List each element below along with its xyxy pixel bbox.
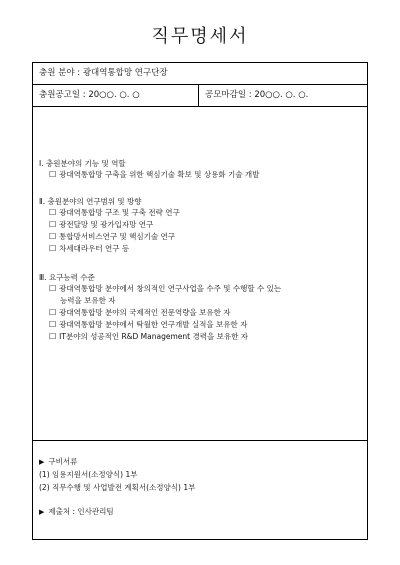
section3-item: ☐ IT분야의 성공적인 R&D Management 경력을 보유한 자: [49, 332, 248, 342]
page-title: 직무명세서: [151, 26, 249, 47]
announce-date-cell: [33, 85, 199, 106]
submit-to: 제출처 : 인사관리팀: [48, 507, 114, 516]
section2-item: ☐ 광전달망 및 광가입자망 연구: [49, 220, 153, 230]
announce-date: 충원공고일 : 20○○. ○. ○: [39, 90, 140, 100]
submit-row: [39, 507, 114, 517]
section3-item: ☐ 광대역통합망 분야의 국제적인 전문역량을 보유한 자: [49, 308, 230, 318]
field-text: 충원 분야 : 광대역통합망 연구단장: [39, 68, 168, 78]
job-spec-frame: [32, 62, 368, 540]
section1-heading: Ⅰ. 충원분야의 기능 및 역할: [39, 159, 126, 168]
job-description-body: [33, 107, 367, 441]
triangle-right-icon: ▶: [39, 508, 45, 516]
section3-heading: Ⅲ. 요구능력 수준: [39, 273, 95, 282]
document-item: (1) 임용지원서(소정양식) 1부: [39, 470, 138, 479]
section1-item: ☐ 광대역통합망 구축을 위한 핵심기술 확보 및 상용화 기술 개발: [49, 170, 259, 180]
deadline-date-cell: [199, 85, 369, 106]
deadline-date: 공모마감일 : 20○○. ○. ○.: [205, 90, 309, 100]
section3-item: ☐ 광대역통합망 분야에서 탁월한 연구개발 실적을 보유한 자: [49, 320, 247, 330]
triangle-right-icon: ▶: [39, 458, 45, 466]
document-item: (2) 직무수행 및 사업발전 계획서(소정양식) 1부: [39, 483, 196, 492]
section2-item: ☐ 차세대라우터 연구 등: [49, 244, 129, 254]
date-row: [33, 85, 367, 107]
documents-heading: 구비서류: [48, 457, 78, 466]
section3-item-continued: 능력을 보유한 자: [60, 296, 116, 305]
documents-area: [33, 441, 367, 539]
section3-item: ☐ 광대역통합망 분야에서 창의적인 연구사업을 수주 및 수행할 수 있는: [49, 284, 281, 294]
section2-item: ☐ 통합망서비스연구 및 핵심기술 연구: [49, 232, 175, 242]
section2-heading: Ⅱ. 충원분야의 연구범위 및 방향: [39, 197, 142, 206]
section2-item: ☐ 광대역통합망 구조 및 구축 전략 연구: [49, 208, 180, 218]
field-row: [33, 63, 367, 85]
documents-heading-row: [39, 457, 77, 467]
